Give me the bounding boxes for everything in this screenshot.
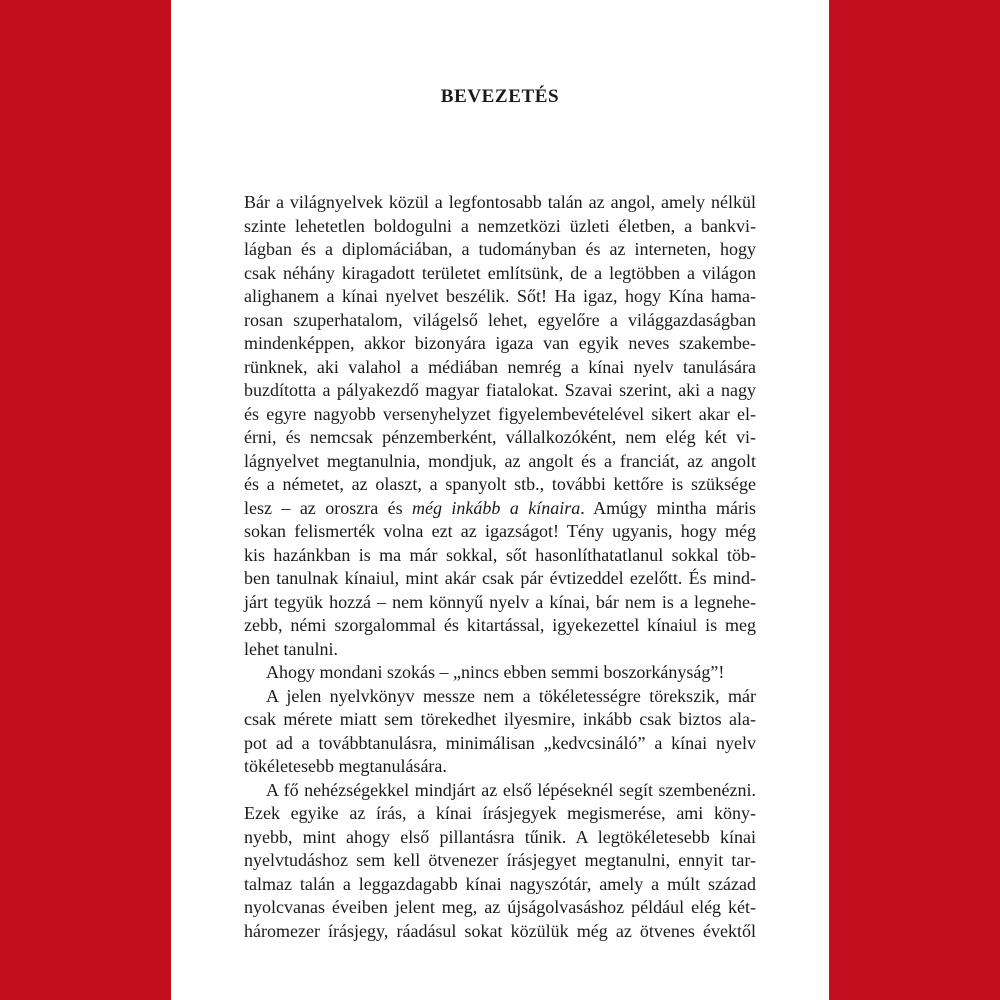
paragraph-2 [244,661,756,685]
text-line: csak néhány kiragadott területet említsünk, de a legtöbben a világon [244,262,756,283]
text-line: pot ad a továbbtanulásra, minimálisan „kedvcsináló” a kínai nyelv [244,732,756,753]
text-line: mindenképpen, akkor bizonyára igaza van egyik neves szakembe- [244,333,756,353]
body-text [244,191,756,943]
text-line: lehet tanulni. [244,638,338,659]
text-line: sokan felismerték volna ezt az igazságot! Tény ugyanis, hogy még [244,521,756,541]
text-line-mixed [244,497,756,521]
text-line: A jelen nyelvkönyv messze nem a tökéletességre törekszik, már [266,685,756,706]
text-line: A fő nehézségekkel mindjárt az első lépéseknél segít szembenézni. [266,779,756,800]
text-line: tökéletesebb megtanulására. [244,756,447,776]
text-line: rosan szuperhatalom, világelső lehet, egyelőre a világgazdaságban [244,309,756,330]
text-line: szinte lehetetlen boldogulni a nemzetközi üzleti életben, a bankvi- [244,215,756,236]
text-line: járt tegyük hozzá – nem könnyű nyelv a kínai, bár nem is a legnehe- [244,591,756,612]
text-segment: . Amúgy mintha máris [580,497,756,518]
paragraph-4 [244,779,756,944]
text-line: háromezer írásjegy, ráadásul sokat közülük még az ötvenes évektől [244,920,756,941]
paragraph-3 [244,685,756,779]
chapter-title: BEVEZETÉS [440,86,560,107]
text-line: rünknek, aki valahol a médiában nemrég a kínai nyelv tanulására [244,356,756,377]
text-line: buzdította a pályakezdő magyar fiatalokat. Szavai szerint, aki a nagy [244,380,756,400]
text-line: talmaz talán a leggazdagabb kínai nagyszótár, amely a múlt század [244,873,756,894]
text-line: alighanem a kínai nyelvet beszélik. Sőt! Ha igaz, hogy Kína hama- [244,286,756,306]
text-line: lágnyelvet megtanulnia, mondjuk, az angolt és a franciát, az angolt [244,450,756,471]
text-segment: lesz – az oroszra és [244,497,413,518]
text-line: Ahogy mondani szokás – „nincs ebben semmi boszorkányság”! [266,662,725,682]
text-line: érni, és nemcsak pénzemberként, vállalkozóként, nem elég két vi- [244,427,756,447]
text-line: és a németet, az olaszt, a spanyolt stb., további kettőre is szüksége [244,474,756,494]
text-line: Ezek egyike az írás, a kínai írásjegyek megismerése, ami köny- [244,803,756,823]
text-line: kis hazánkban is ma már sokkal, sőt hasonlíthatatlanul sokkal töb- [244,544,756,565]
text-line: lágban és a diplomáciában, a tudományban és az interneten, hogy [244,239,756,259]
text-line: zebb, némi szorgalommal és kitartással, igyekezettel kínaiul is meg [244,615,756,635]
text-line: Bár a világnyelvek közül a legfontosabb talán az angol, amely nélkül [244,192,756,212]
text-line: nyebb, mint ahogy első pillantásra tűnik. A legtökéletesebb kínai [244,826,756,847]
book-page [171,0,829,1000]
text-line: csak mérete miatt sem törekedhet ilyesmire, inkább csak biztos ala- [244,709,756,729]
text-line: nyolcvanas éveiben jelent meg, az újságolvasáshoz például elég két- [244,897,756,917]
text-line: nyelvtudáshoz sem kell ötvenezer írásjegyet megtanulni, ennyit tar- [244,850,756,870]
italic-emphasis: még inkább a kínaira [412,497,581,518]
paragraph-1 [244,191,756,661]
text-line: és egyre nagyobb versenyhelyzet figyelembevételével sikert akar el- [244,403,756,424]
text-line: ben tanulnak kínaiul, mint akár csak pár évtizeddel ezelőtt. És mind- [244,568,756,588]
